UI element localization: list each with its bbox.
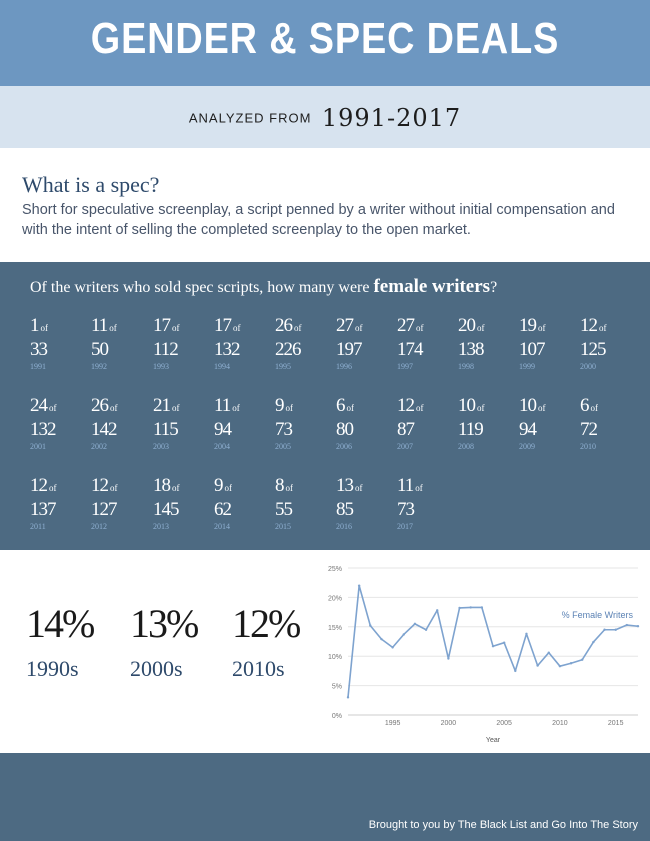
female-count: [91, 316, 117, 338]
year-label: 1998: [458, 362, 474, 371]
of-label: of: [416, 323, 424, 333]
female-count: [275, 476, 293, 498]
of-label: of: [172, 403, 180, 413]
grid-cell-1991: [30, 316, 88, 388]
total-count: 94: [214, 419, 231, 440]
data-point: [403, 633, 405, 635]
grid-cell-1995: [275, 316, 333, 388]
female-count: [458, 316, 485, 338]
of-label: of: [590, 403, 598, 413]
total-count: 72: [580, 419, 597, 440]
year-label: 1996: [336, 362, 352, 371]
total-count: 132: [30, 419, 56, 440]
of-label: of: [415, 483, 423, 493]
spec-body: Short for speculative screenplay, a script penned by a writer without initial compensation and with the intent of selling the completed screenplay to the open market.: [22, 202, 615, 238]
grid-cell-2006: [336, 396, 394, 468]
x-tick-label: 2005: [496, 720, 512, 727]
total-count: 174: [397, 339, 423, 360]
series-line-female-writers: [348, 586, 638, 698]
year-label: 2016: [336, 522, 352, 531]
of-label: of: [49, 483, 57, 493]
year-label: 2006: [336, 442, 352, 451]
of-label: of: [346, 403, 354, 413]
female-count: [336, 476, 363, 498]
y-tick-label: 0%: [331, 713, 342, 720]
data-point: [347, 696, 349, 698]
total-count: 132: [214, 339, 240, 360]
female-count-value: 10: [519, 395, 536, 416]
female-count: [336, 316, 363, 338]
page-title: GENDER & SPEC DEALS: [90, 14, 560, 63]
subheader-prefix: ANALYZED FROM: [188, 110, 312, 126]
spec-definition: [22, 172, 632, 240]
female-count-value: 21: [153, 395, 170, 416]
female-count: [214, 476, 232, 498]
grid-cell-2004: [214, 396, 272, 468]
female-count: [275, 396, 293, 418]
total-count: 94: [519, 419, 536, 440]
female-count-value: 1: [30, 315, 39, 336]
data-point: [369, 624, 371, 626]
y-tick-label: 15%: [327, 624, 342, 632]
female-count-value: 9: [214, 475, 223, 496]
data-point: [503, 641, 505, 643]
female-count: [153, 316, 180, 338]
grid-cell-1997: [397, 316, 455, 388]
year-label: 1993: [153, 362, 169, 371]
grid-cell-2003: [153, 396, 211, 468]
of-label: of: [355, 323, 363, 333]
year-label: 2012: [91, 522, 107, 531]
total-count: 125: [580, 339, 606, 360]
of-label: of: [40, 323, 48, 333]
female-count: [336, 396, 354, 418]
female-count: [275, 316, 302, 338]
grid-cell-2015: [275, 476, 333, 548]
of-label: of: [599, 323, 607, 333]
grid-cell-2001: [30, 396, 88, 468]
female-count-value: 19: [519, 315, 536, 336]
data-point: [570, 662, 572, 664]
x-tick-label: 2010: [552, 720, 568, 727]
of-label: of: [355, 483, 363, 493]
female-count: [458, 396, 485, 418]
year-label: 2003: [153, 442, 169, 451]
total-count: 142: [91, 419, 117, 440]
grid-cell-2016: [336, 476, 394, 548]
decade-1990s-pct: 14%: [26, 601, 94, 646]
grid-cell-2002: [91, 396, 149, 468]
subheader-band: [0, 86, 650, 148]
legend-label: % Female Writers: [561, 609, 633, 620]
grid-question-end: ?: [490, 279, 498, 296]
data-point: [358, 584, 360, 586]
female-count: [91, 396, 118, 418]
data-point: [559, 665, 561, 667]
of-label: of: [477, 403, 485, 413]
data-point: [514, 670, 516, 672]
grid-cell-1998: [458, 316, 516, 388]
yearly-grid-panel: [0, 262, 650, 550]
female-count: [30, 316, 48, 338]
total-count: 137: [30, 499, 56, 520]
grid-cell-2017: [397, 476, 455, 548]
total-count: 33: [30, 339, 47, 360]
subheader-years: 1991-2017: [321, 104, 462, 132]
decade-2010s: [232, 602, 299, 682]
of-label: of: [110, 403, 118, 413]
decade-1990s-label: 1990s: [26, 656, 79, 681]
grid-question-lead: Of the writers who sold spec scripts, how many were: [30, 279, 374, 296]
of-label: of: [172, 483, 180, 493]
female-count: [397, 316, 424, 338]
x-tick-label: 2015: [607, 720, 624, 727]
total-count: 127: [91, 499, 117, 520]
grid-cell-2005: [275, 396, 333, 468]
decade-2010s-label: 2010s: [232, 656, 285, 681]
data-point: [603, 629, 605, 631]
female-count-value: 12: [30, 475, 47, 496]
x-axis-label: Year: [485, 737, 501, 744]
data-point: [458, 607, 460, 609]
x-tick-label: 1995: [384, 720, 401, 727]
data-point: [536, 664, 538, 666]
total-count: 50: [91, 339, 108, 360]
footer-credit: Brought to you by The Black List and Go Into The Story: [368, 819, 638, 831]
year-label: 2017: [397, 522, 413, 531]
female-count: [580, 316, 607, 338]
grid-question-bold: female writers: [373, 276, 491, 297]
year-label: 2011: [30, 522, 46, 531]
female-count-value: 11: [91, 315, 108, 336]
grid-cell-2000: [580, 316, 638, 388]
year-label: 2002: [91, 442, 107, 451]
data-point: [436, 609, 438, 611]
of-label: of: [49, 403, 57, 413]
female-count: [30, 476, 57, 498]
data-point: [626, 624, 628, 626]
grid-cell-2007: [397, 396, 455, 468]
of-label: of: [233, 323, 241, 333]
female-count: [214, 316, 241, 338]
total-count: 145: [153, 499, 179, 520]
year-label: 2008: [458, 442, 474, 451]
female-count-value: 13: [336, 475, 353, 496]
grid-cell-1992: [91, 316, 149, 388]
data-point: [447, 657, 449, 659]
total-count: 197: [336, 339, 362, 360]
female-count-value: 26: [275, 315, 292, 336]
female-count-value: 6: [336, 395, 345, 416]
total-count: 85: [336, 499, 353, 520]
grid-cell-1999: [519, 316, 577, 388]
female-count-value: 10: [458, 395, 475, 416]
grid-cell-2008: [458, 396, 516, 468]
female-count-value: 24: [30, 395, 47, 416]
grid-cell-2013: [153, 476, 211, 548]
female-count: [153, 396, 180, 418]
total-count: 87: [397, 419, 414, 440]
year-label: 2001: [30, 442, 46, 451]
year-label: 2014: [214, 522, 230, 531]
year-label: 2000: [580, 362, 596, 371]
total-count: 107: [519, 339, 545, 360]
female-count-value: 20: [458, 315, 475, 336]
data-point: [425, 629, 427, 631]
y-tick-label: 5%: [331, 683, 342, 691]
data-point: [469, 606, 471, 608]
total-count: 73: [397, 499, 414, 520]
grid-cell-2012: [91, 476, 149, 548]
year-label: 2015: [275, 522, 291, 531]
female-count-value: 17: [214, 315, 231, 336]
of-label: of: [538, 403, 546, 413]
of-label: of: [285, 403, 293, 413]
female-count: [519, 396, 546, 418]
female-count: [153, 476, 180, 498]
of-label: of: [294, 323, 302, 333]
data-point: [592, 641, 594, 643]
total-count: 138: [458, 339, 484, 360]
female-count-value: 18: [153, 475, 170, 496]
grid-cell-2014: [214, 476, 272, 548]
female-count-value: 8: [275, 475, 284, 496]
of-label: of: [109, 323, 117, 333]
female-count: [30, 396, 57, 418]
female-count-value: 12: [580, 315, 597, 336]
grid-cell-1996: [336, 316, 394, 388]
year-label: 1997: [397, 362, 413, 371]
grid-cell-1994: [214, 316, 272, 388]
female-count-value: 9: [275, 395, 284, 416]
year-label: 2007: [397, 442, 413, 451]
data-point: [548, 651, 550, 653]
year-label: 1991: [30, 362, 46, 371]
female-count: [397, 396, 424, 418]
of-label: of: [172, 323, 180, 333]
data-point: [380, 638, 382, 640]
female-count-value: 11: [214, 395, 231, 416]
female-count: [91, 476, 118, 498]
spec-heading: What is a spec?: [22, 172, 160, 197]
of-label: of: [285, 483, 293, 493]
total-count: 55: [275, 499, 292, 520]
of-label: of: [416, 403, 424, 413]
grid-cell-2010: [580, 396, 638, 468]
year-label: 1994: [214, 362, 230, 371]
grid-cell-2009: [519, 396, 577, 468]
y-tick-label: 25%: [327, 566, 342, 573]
year-label: 2013: [153, 522, 169, 531]
data-point: [614, 629, 616, 631]
female-count-value: 12: [91, 475, 108, 496]
decade-2000s-pct: 13%: [130, 601, 198, 646]
data-point: [492, 645, 494, 647]
year-label: 2005: [275, 442, 291, 451]
year-label: 1999: [519, 362, 535, 371]
decade-2000s: [130, 602, 197, 682]
female-count-value: 26: [91, 395, 108, 416]
total-count: 112: [153, 339, 178, 360]
of-label: of: [477, 323, 485, 333]
header-banner: [0, 0, 650, 86]
total-count: 62: [214, 499, 231, 520]
grid-cell-2011: [30, 476, 88, 548]
female-count-value: 11: [397, 475, 414, 496]
year-label: 2004: [214, 442, 230, 451]
y-tick-label: 20%: [327, 595, 342, 603]
decade-1990s: [26, 602, 93, 682]
year-label: 2010: [580, 442, 596, 451]
female-count-value: 12: [397, 395, 414, 416]
total-count: 226: [275, 339, 301, 360]
year-label: 2009: [519, 442, 535, 451]
of-label: of: [538, 323, 546, 333]
decade-2010s-pct: 12%: [232, 601, 300, 646]
x-tick-label: 2000: [440, 720, 457, 727]
female-count: [397, 476, 423, 498]
year-label: 1992: [91, 362, 107, 371]
data-point: [581, 659, 583, 661]
female-writers-line-chart: [318, 560, 644, 746]
footer: [0, 753, 650, 841]
data-point: [481, 606, 483, 608]
y-tick-label: 10%: [327, 654, 342, 662]
female-count: [214, 396, 240, 418]
female-count: [519, 316, 546, 338]
year-label: 1995: [275, 362, 291, 371]
total-count: 115: [153, 419, 178, 440]
female-count: [580, 396, 598, 418]
total-count: 119: [458, 419, 483, 440]
total-count: 80: [336, 419, 353, 440]
decade-2000s-label: 2000s: [130, 656, 183, 681]
of-label: of: [110, 483, 118, 493]
data-point: [391, 646, 393, 648]
female-count-value: 6: [580, 395, 589, 416]
female-count-value: 27: [336, 315, 353, 336]
data-point: [525, 633, 527, 635]
female-count-value: 27: [397, 315, 414, 336]
of-label: of: [224, 483, 232, 493]
grid-question: [30, 276, 497, 298]
grid-cell-1993: [153, 316, 211, 388]
subheader: [0, 104, 650, 132]
data-point: [414, 623, 416, 625]
of-label: of: [232, 403, 240, 413]
data-point: [637, 625, 639, 627]
female-count-value: 17: [153, 315, 170, 336]
total-count: 73: [275, 419, 292, 440]
